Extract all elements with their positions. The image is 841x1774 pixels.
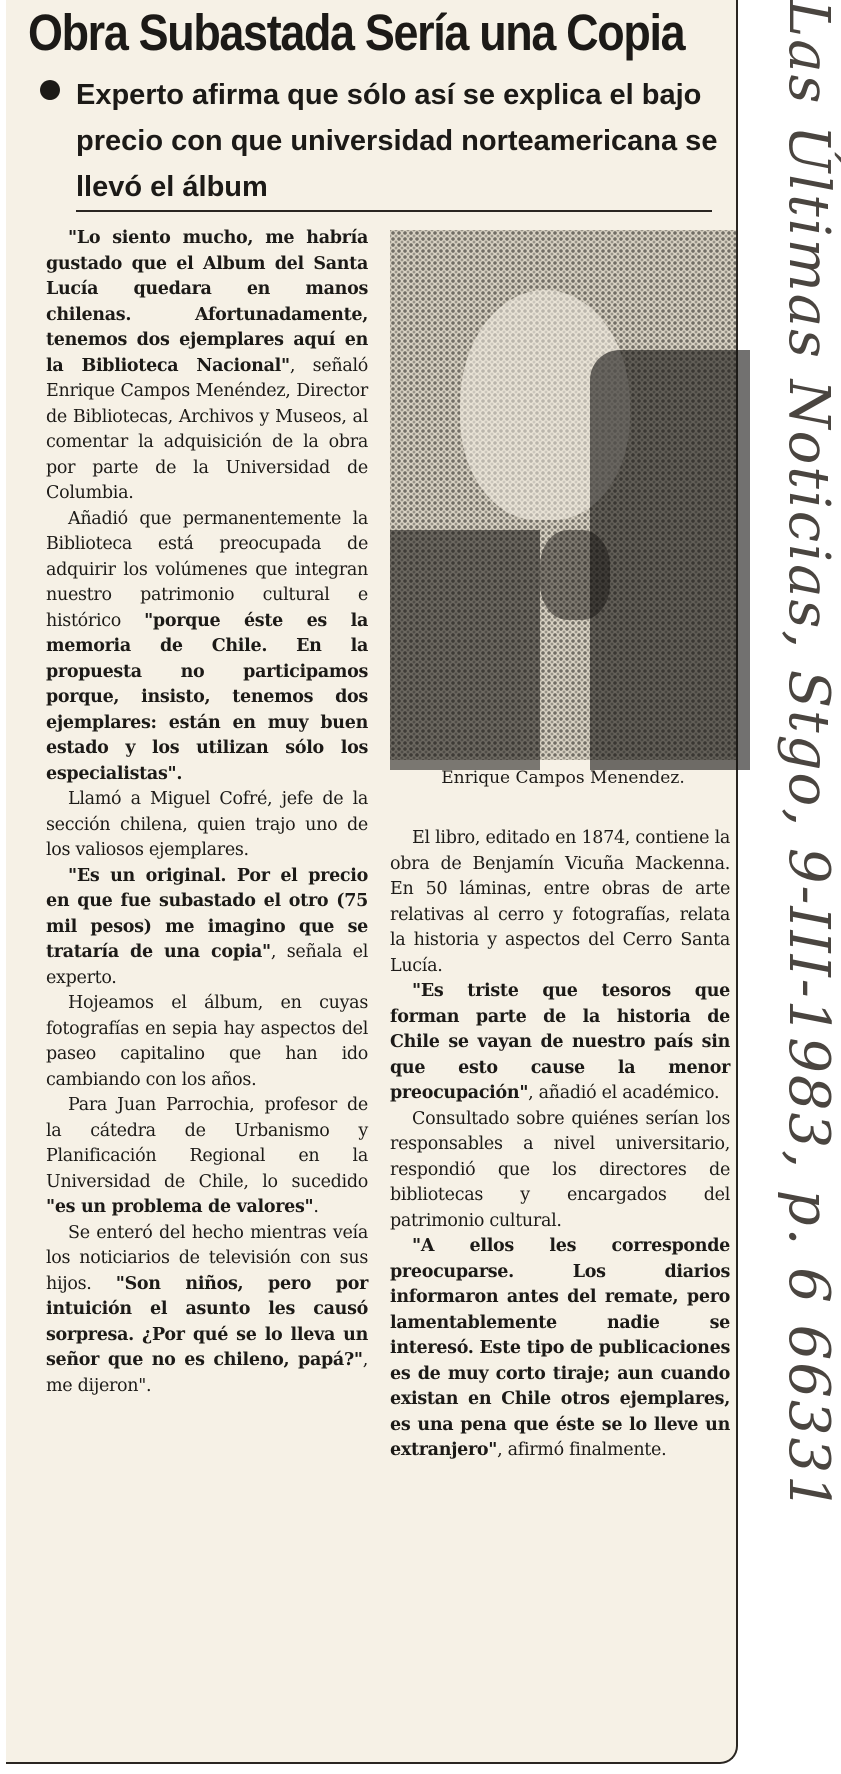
article-paragraph (46, 787, 368, 864)
handwritten-annotation: Las Últimas Noticias, Stgo, 9-III-1983, p. 6 66331 (776, 0, 841, 1513)
article-paragraph (46, 1221, 368, 1400)
quote-text: "Lo siento mucho, me habría gustado que el Album del Santa Lucía quedara en manos chilenas. Afortunadamente, tenemos dos ejemplares aquí en la Biblioteca Nacional" (46, 228, 368, 376)
subheadline: Experto afirma que sólo así se explica el bajo precio con que universidad norteamericana se llevó el álbum (76, 79, 718, 203)
quote-text: "A ellos les corresponde preocuparse. Los diarios informaron antes del remate, pero lamentablemente nadie se interesó. Este tipo de publicaciones es de muy corto tiraje; aun cuando existan en Chile otros ejemplares, es una pena que éste se lo lleve un extranjero" (390, 1236, 730, 1460)
photo-shoulder-shape (390, 530, 540, 770)
body-text: , señala el experto. (46, 942, 368, 988)
photo-hand-shape (540, 530, 610, 620)
body-text: Para Juan Parrochia, profesor de la cátedra de Urbanismo y Planificación Regional en la Universidad de Chile, lo sucedido (46, 1095, 368, 1192)
article-paragraph (46, 991, 368, 1093)
quote-text: "Es un original. Por el precio en que fue subastado el otro (75 mil pesos) me imagino que se trataría de una copia" (46, 865, 368, 962)
body-text: , me dijeron". (46, 1350, 368, 1396)
body-text: , afirmó finalmente. (497, 1440, 667, 1460)
newspaper-clipping (6, 0, 738, 1764)
article-column-2 (390, 826, 730, 1464)
body-text: , añadió el académico. (528, 1083, 720, 1103)
article-paragraph (46, 507, 368, 788)
article-paragraph (390, 826, 730, 979)
article-paragraph (390, 979, 730, 1107)
headline: Obra Subastada Sería una Copia (28, 4, 685, 61)
body-text: Hojeamos el álbum, en cuyas fotografías en sepia hay aspectos del paseo capitalino que han ido cambiando con los años. (46, 993, 368, 1090)
body-text: . (313, 1197, 319, 1217)
photo-caption: Enrique Campos Menendez. (441, 768, 685, 788)
body-text: El libro, editado en 1874, contiene la obra de Benjamín Vicuña Mackenna. En 50 láminas, entre obras de arte relativas al cerro y fotografías, relata la historia y aspectos del Cerro Santa Lucía. (390, 828, 730, 976)
portrait-photo (390, 230, 736, 760)
bullet-icon (40, 80, 60, 100)
body-text: Se enteró del hecho mientras veía los noticiarios de televisión con sus hijos. (46, 1222, 368, 1294)
article-column-1 (46, 226, 368, 1399)
article-paragraph (390, 1234, 730, 1464)
body-text: , señaló Enrique Campos Menéndez, Director de Bibliotecas, Archivos y Museos, al comentar la adquisición de la obra por parte de la Universidad de Columbia. (46, 355, 368, 503)
quote-text: "porque éste es la memoria de Chile. En la propuesta no participamos porque, insisto, tenemos dos ejemplares: están en muy buen estado y los utilizan sólo los especialistas". (46, 610, 368, 784)
article-paragraph (46, 1093, 368, 1221)
article-paragraph (390, 1107, 730, 1235)
quote-text: "Es triste que tesoros que forman parte de la historia de Chile se vayan de nuestro país sin que esto cause la menor preocupación" (390, 981, 730, 1103)
article-paragraph (46, 226, 368, 507)
headline-divider (76, 210, 712, 212)
quote-text: "es un problema de valores" (46, 1197, 314, 1217)
photo-coat-shape (590, 350, 750, 770)
body-text: Añadió que permanentemente la Biblioteca está preocupada de adquirir los volúmenes que integran nuestro patrimonio cultural e histórico (46, 508, 368, 631)
quote-text: "Son niños, pero por intuición el asunto les causó sorpresa. ¿Por qué se lo lleva un señor que no es chileno, papá?" (46, 1273, 368, 1370)
body-text: Consultado sobre quiénes serían los responsables a nivel universitario, respondió que los directores de bibliotecas y encargados del patrimonio cultural. (390, 1108, 730, 1231)
article-paragraph (46, 864, 368, 992)
body-text: Llamó a Miguel Cofré, jefe de la sección chilena, quien trajo uno de los valiosos ejemplares. (46, 789, 368, 860)
